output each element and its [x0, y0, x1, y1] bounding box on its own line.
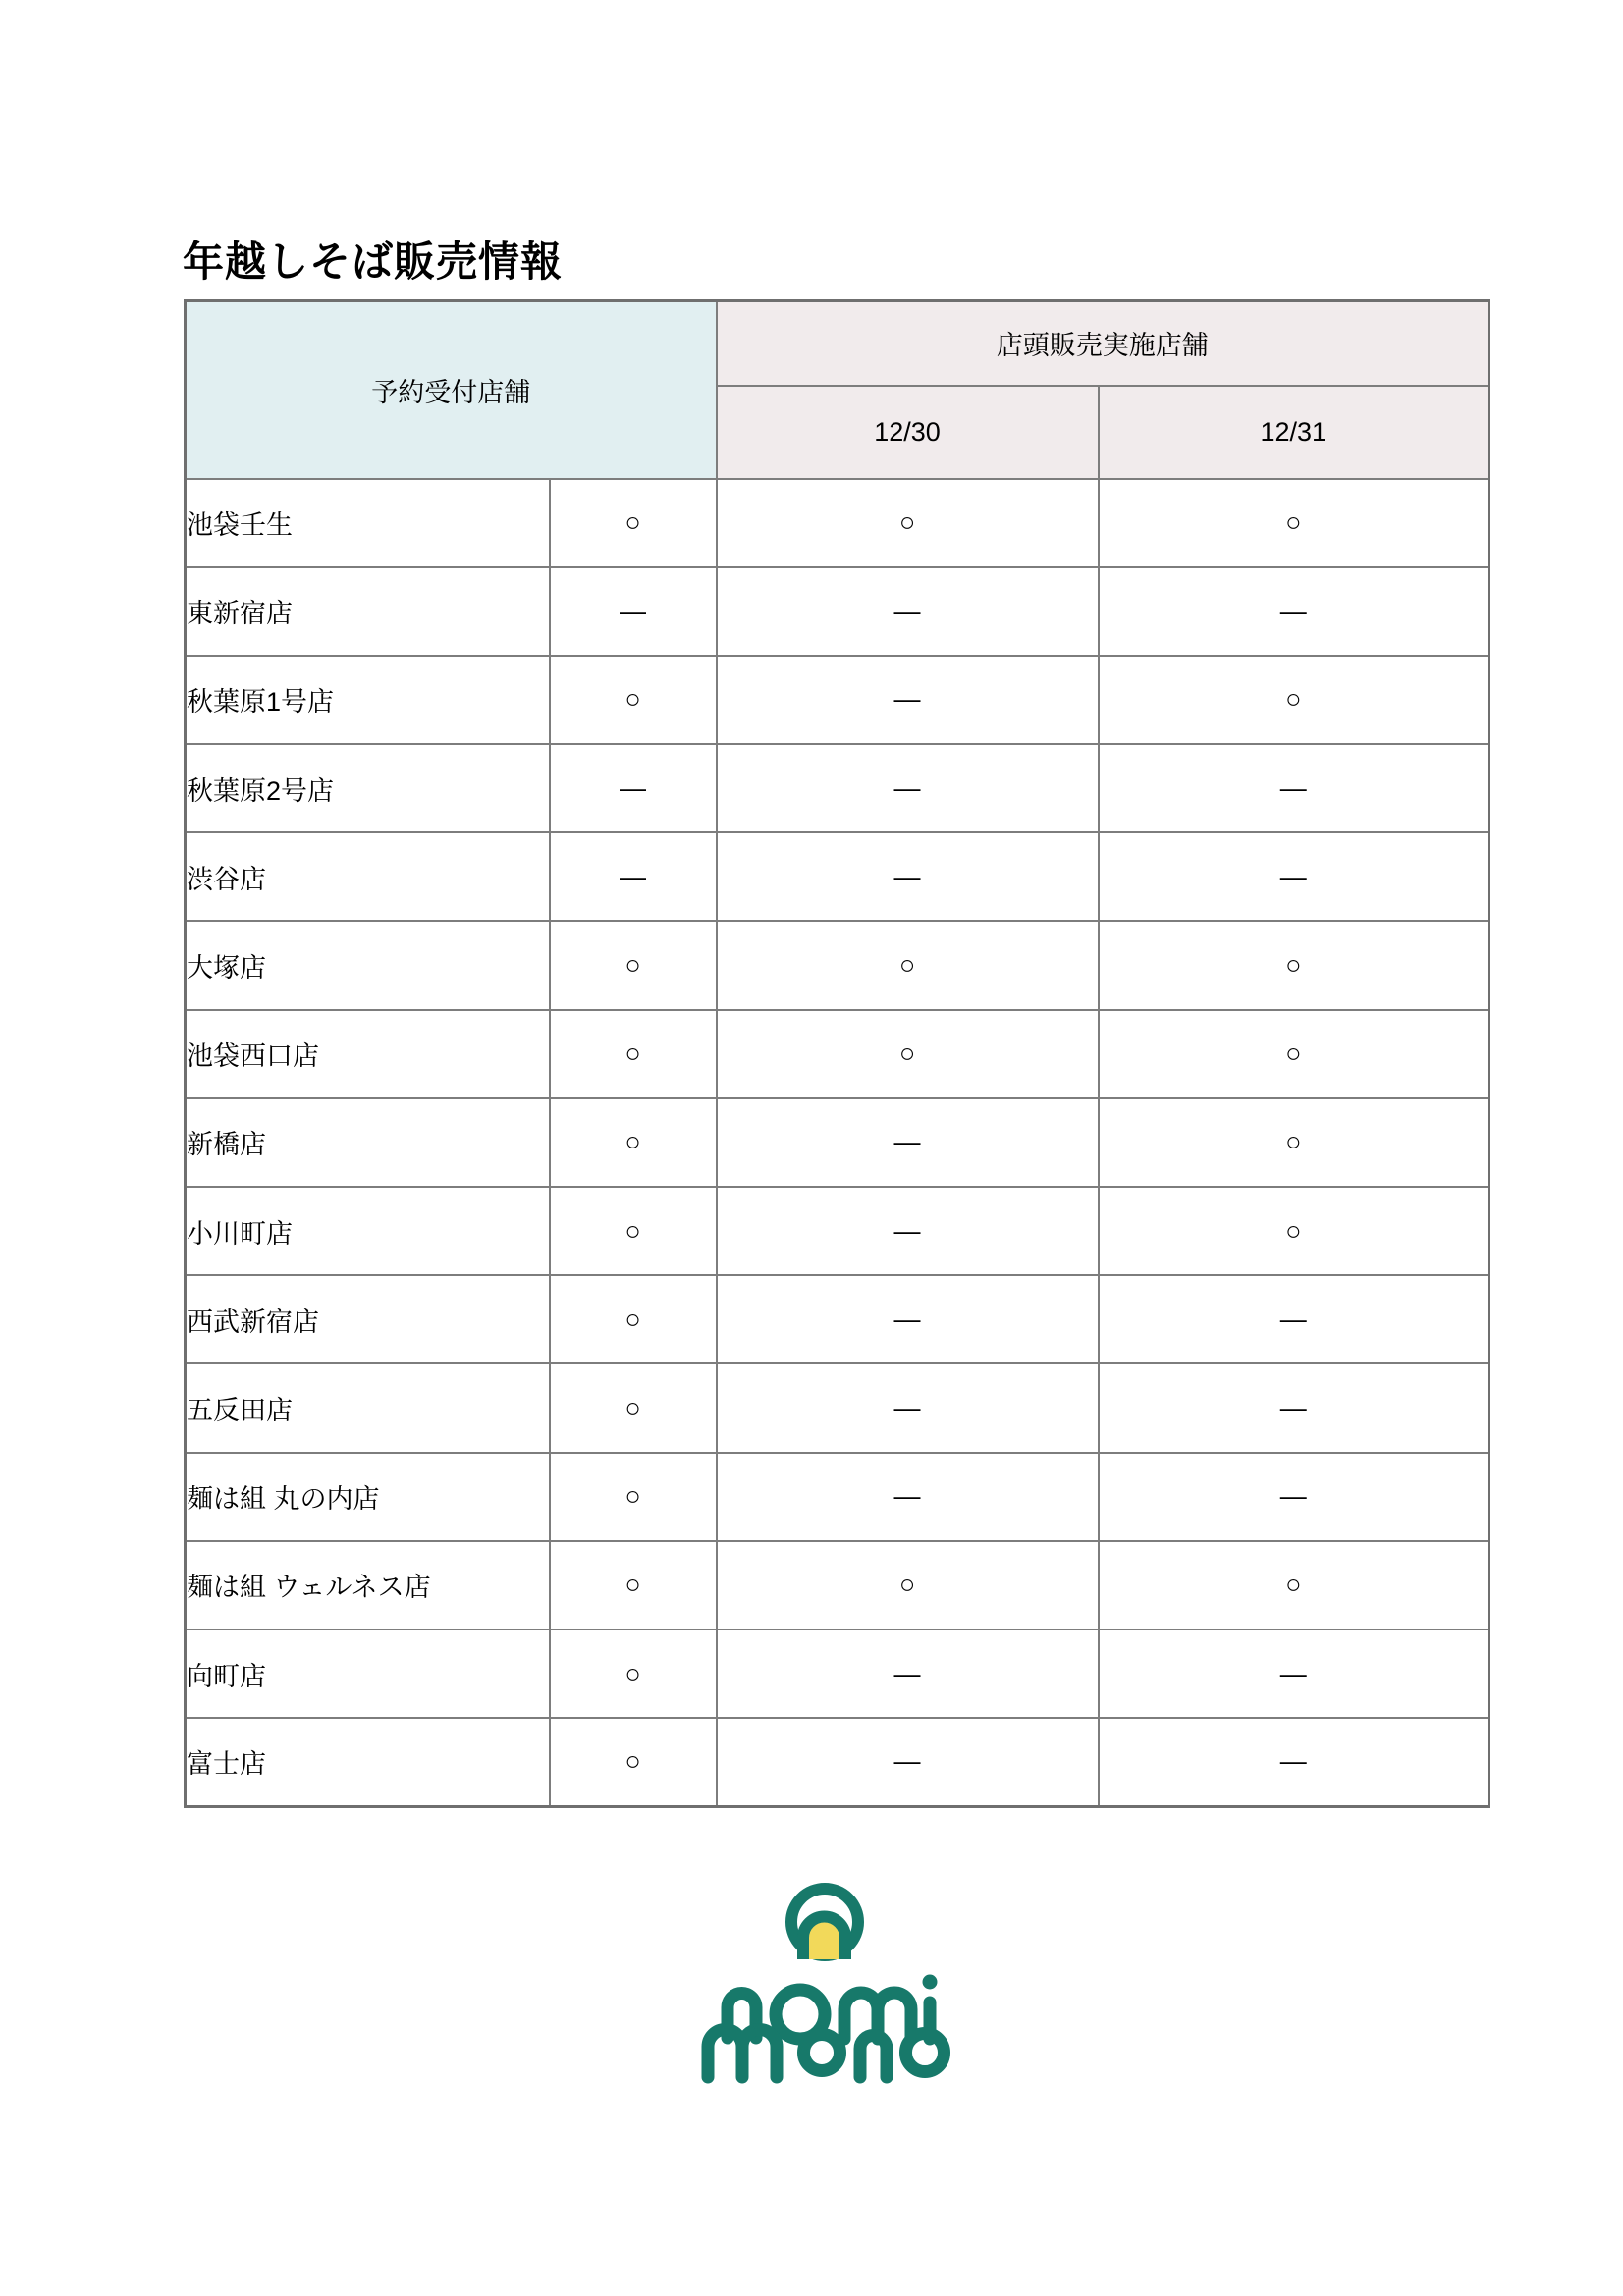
dec30-mark-cell: — [717, 1187, 1099, 1275]
dec31-mark-cell: ○ [1099, 1541, 1489, 1629]
page-title: 年越しそば販売情報 [183, 239, 564, 285]
dec30-mark-cell: ○ [717, 921, 1099, 1009]
table-header [186, 301, 1489, 479]
dec31-mark-cell: ○ [1099, 921, 1489, 1009]
table-row [186, 1718, 1489, 1806]
table-row [186, 1629, 1489, 1718]
dec30-mark-cell: — [717, 567, 1099, 656]
dec31-mark-cell: ○ [1099, 1187, 1489, 1275]
letter-m2 [708, 2030, 777, 2078]
logo-arch [803, 1916, 845, 1959]
table-row [186, 1453, 1489, 1541]
dec30-mark-cell: — [717, 1453, 1099, 1541]
table-row [186, 832, 1489, 921]
reservation-mark-cell: ○ [550, 1541, 717, 1629]
reservation-mark-cell: ○ [550, 1010, 717, 1098]
table-row [186, 656, 1489, 744]
table-row [186, 1541, 1489, 1629]
dec31-mark-cell: ○ [1099, 656, 1489, 744]
store-name-cell: 秋葉原2号店 [186, 744, 550, 832]
dec31-mark-cell: — [1099, 1629, 1489, 1718]
store-name-cell: 富士店 [186, 1718, 550, 1806]
reservation-mark-cell: ○ [550, 1187, 717, 1275]
logo-word-mono [708, 2030, 945, 2078]
dec31-mark-cell: — [1099, 1453, 1489, 1541]
store-name-cell: 大塚店 [186, 921, 550, 1009]
store-name-cell: 池袋壬生 [186, 479, 550, 567]
reservation-mark-cell: ○ [550, 656, 717, 744]
store-name-cell: 池袋西口店 [186, 1010, 550, 1098]
table-row [186, 744, 1489, 832]
dec30-mark-cell: — [717, 1718, 1099, 1806]
reservation-mark-cell: — [550, 744, 717, 832]
dec30-mark-cell: — [717, 1363, 1099, 1452]
store-name-cell: 新橋店 [186, 1098, 550, 1187]
dec31-mark-cell: ○ [1099, 1098, 1489, 1187]
store-name-cell: 秋葉原1号店 [186, 656, 550, 744]
dec30-mark-cell: ○ [717, 1541, 1099, 1629]
store-name-cell: 麺は組 ウェルネス店 [186, 1541, 550, 1629]
reservation-mark-cell: — [550, 832, 717, 921]
letter-o3 [906, 2034, 945, 2072]
walkin-header-cell: 店頭販売実施店舗 [717, 301, 1489, 386]
dec31-mark-cell: — [1099, 1718, 1489, 1806]
nomimono-logo [677, 1855, 992, 2101]
dec31-mark-cell: — [1099, 1363, 1489, 1452]
dec30-mark-cell: — [717, 1098, 1099, 1187]
reservation-header-cell: 予約受付店舗 [186, 301, 717, 479]
dec30-mark-cell: — [717, 744, 1099, 832]
dec31-mark-cell: ○ [1099, 479, 1489, 567]
letter-n2 [860, 2036, 887, 2078]
dec31-mark-cell: — [1099, 832, 1489, 921]
table-row [186, 1187, 1489, 1275]
reservation-mark-cell: ○ [550, 479, 717, 567]
dec30-mark-cell: — [717, 1275, 1099, 1363]
dec31-mark-cell: — [1099, 744, 1489, 832]
store-name-cell: 渋谷店 [186, 832, 550, 921]
header-row-1 [186, 301, 1489, 386]
reservation-mark-cell: ○ [550, 1718, 717, 1806]
store-name-cell: 西武新宿店 [186, 1275, 550, 1363]
reservation-mark-cell: ○ [550, 921, 717, 1009]
dec31-mark-cell: — [1099, 567, 1489, 656]
dec31-mark-cell: — [1099, 1275, 1489, 1363]
letter-o2 [804, 2035, 840, 2071]
date-header-dec31: 12/31 [1099, 386, 1489, 479]
dec31-mark-cell: ○ [1099, 1010, 1489, 1098]
logo-mark [791, 1889, 858, 1959]
store-name-cell: 向町店 [186, 1629, 550, 1718]
reservation-mark-cell: ○ [550, 1275, 717, 1363]
store-name-cell: 東新宿店 [186, 567, 550, 656]
reservation-mark-cell: ○ [550, 1363, 717, 1452]
table-row [186, 1275, 1489, 1363]
store-name-cell: 五反田店 [186, 1363, 550, 1452]
date-header-dec30: 12/30 [717, 386, 1099, 479]
store-name-cell: 小川町店 [186, 1187, 550, 1275]
table-row [186, 921, 1489, 1009]
dec30-mark-cell: ○ [717, 1010, 1099, 1098]
dec30-mark-cell: — [717, 1629, 1099, 1718]
dec30-mark-cell: ○ [717, 479, 1099, 567]
table-row [186, 567, 1489, 656]
table-row [186, 1098, 1489, 1187]
dec30-mark-cell: — [717, 656, 1099, 744]
letter-i-dot [923, 1975, 938, 1990]
reservation-mark-cell: — [550, 567, 717, 656]
table-row [186, 1010, 1489, 1098]
sales-info-table [184, 299, 1490, 1808]
store-rows [186, 479, 1489, 1807]
reservation-mark-cell: ○ [550, 1629, 717, 1718]
reservation-mark-cell: ○ [550, 1453, 717, 1541]
table-row [186, 479, 1489, 567]
dec30-mark-cell: — [717, 832, 1099, 921]
table-row [186, 1363, 1489, 1452]
store-name-cell: 麺は組 丸の内店 [186, 1453, 550, 1541]
reservation-mark-cell: ○ [550, 1098, 717, 1187]
